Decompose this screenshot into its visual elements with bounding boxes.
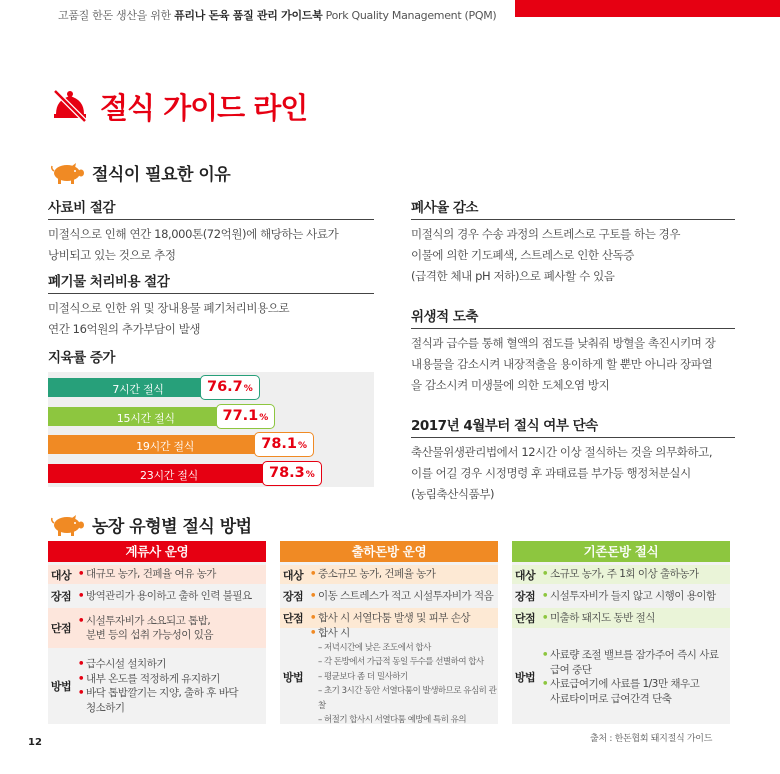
- method-column-shipping-pen: [280, 541, 498, 724]
- chart-category-label: 7시간 절식: [112, 383, 164, 396]
- row-target: [280, 565, 498, 584]
- row-key: 단점: [514, 612, 536, 625]
- row-value: • 시설투자비가 소요되고 톱밥, 분변 등의 섭취 가능성이 있음: [77, 614, 214, 641]
- carcass-yield-chart: [48, 372, 374, 487]
- row-value: • 시설투자비가 들지 않고 시행이 용이함: [541, 589, 716, 602]
- chart-title: 지육률 증가: [48, 350, 115, 366]
- reason-line: 이물에 의한 기도폐색, 스트레스로 인한 산독증: [411, 248, 635, 262]
- chart-category-label: 23시간 절식: [140, 468, 198, 482]
- reason-body: [48, 298, 374, 340]
- chart-bar: [48, 407, 269, 426]
- row-key: 장점: [50, 590, 72, 603]
- reason-line: 축산물위생관리법에서 12시간 이상 절식하는 것을 의무화하고,: [411, 445, 713, 459]
- row-value: • 사료량 조절 밸브를 잠가주어 즉시 사료 급여 중단 • 사료급여기에 사료를 1/3만 채우고 사료타이머로 급여간격 단축: [541, 649, 719, 705]
- row-key: 방법: [514, 671, 536, 684]
- section-title-text: 절식이 필요한 이유: [92, 165, 231, 185]
- row-key: 장점: [514, 590, 536, 603]
- section-title-text: 농장 유형별 절식 방법: [92, 517, 252, 537]
- reason-body: [411, 333, 735, 396]
- row-key: 방법: [50, 680, 72, 693]
- column-head: 계류사 운영: [48, 541, 266, 562]
- row-pros: [512, 586, 730, 606]
- method-column-existing-pen: [512, 541, 730, 724]
- section-title-methods: [50, 512, 252, 537]
- reason-block-feed-cost: [48, 196, 374, 266]
- reason-body: [411, 442, 735, 505]
- header-text: 고품질 한돈 생산을 위한 퓨리나 돈육 품질 관리 가이드북 Pork Quality Management (PQM): [58, 9, 497, 22]
- pig-icon: [50, 514, 84, 536]
- row-key: 장점: [282, 590, 304, 603]
- chart-bar: [48, 435, 308, 454]
- reason-line: 이를 어길 경우 시정명령 후 과태료를 부가등 행정처분실시: [411, 466, 691, 480]
- row-value: • 합사 시 서열다툼 발생 및 피부 손상: [309, 611, 471, 624]
- reason-line: 내용물을 감소시켜 내장적출을 용이하게 할 뿐만 아니라 장파열: [411, 357, 713, 371]
- no-food-icon: [50, 86, 90, 126]
- method-column-lairage: [48, 541, 266, 724]
- row-cons: [280, 608, 498, 628]
- row-target: [48, 565, 266, 584]
- reason-head: 위생적 도축: [411, 305, 735, 329]
- reason-line: 절식과 급수를 통해 혈액의 점도를 낮춰줘 방혈을 촉진시키며 장: [411, 336, 716, 350]
- reason-block-mortality: [411, 196, 735, 287]
- row-cons: [48, 608, 266, 648]
- reason-head: 사료비 절감: [48, 196, 374, 220]
- method-sub-item: – 각 돈방에서 가급적 동일 두수를 선별하여 합사: [318, 657, 484, 668]
- method-sub-item: – 저녁시간에 낮은 조도에서 합사: [318, 642, 431, 653]
- method-sub-item: – 허절기 합사시 서열다툼 예방에 특히 유의: [318, 715, 467, 726]
- row-pros: [48, 586, 266, 606]
- reason-line: 을 감소시켜 미생물에 의한 도체오염 방지: [411, 378, 610, 392]
- row-value: • 이동 스트레스가 적고 시설투자비가 적음: [309, 589, 494, 602]
- chart-value-label: 77.1 %: [216, 404, 276, 429]
- row-value: • 합사 시 – 저녁시간에 낮은 조도에서 합사 – 각 돈방에서 가급적 동일 두수를 선별하여 합사 – 평균보다 좀 더 밀사하기 – 초기 3시간 동안 서열다툼이 발생하므로 유심히 관찰 – 허절기 합사시 서열다툼 예방에 특히 유의: [306, 630, 498, 724]
- header-accent-bar: [515, 0, 780, 17]
- reason-block-regulation: [411, 414, 735, 505]
- pig-icon: [50, 162, 84, 184]
- row-value: • 중소규모 농가, 건페율 농가: [309, 568, 436, 580]
- row-target: [512, 565, 730, 584]
- page-header: [0, 0, 780, 24]
- chart-value-label: 78.1 %: [254, 432, 314, 457]
- reason-head: 2017년 4월부터 절식 여부 단속: [411, 414, 735, 438]
- reason-line: (농림축산식품부): [411, 487, 495, 501]
- page-title-text: 절식 가이드 라인: [100, 90, 308, 125]
- reason-line: (급격한 체내 pH 저하)으로 폐사할 수 있음: [411, 269, 615, 283]
- row-pros: [280, 586, 498, 606]
- reason-line: 미절식으로 인한 위 및 장내용물 폐기처리비용으로: [48, 301, 290, 315]
- reason-line: 낭비되고 있는 것으로 추정: [48, 248, 176, 262]
- reason-head: 폐기물 처리비용 절감: [48, 270, 374, 294]
- row-value: • 급수시설 설치하기 • 내부 온도를 적정하게 유지하기 • 바닥 톱밥깔기는 지양, 출하 후 바닥 청소하기: [77, 658, 239, 714]
- chart-bar: [48, 464, 315, 483]
- row-key: 단점: [282, 612, 304, 625]
- row-value: • 방역관리가 용이하고 출하 인력 불필요: [77, 589, 252, 602]
- chart-title-block: [48, 346, 374, 369]
- reason-body: [411, 224, 735, 287]
- row-method: [512, 630, 730, 724]
- row-value: • 대규모 농가, 건페율 여유 농가: [77, 568, 216, 580]
- row-key: 단점: [50, 622, 72, 635]
- row-key: 대상: [514, 568, 536, 582]
- column-head: 출하돈방 운영: [280, 541, 498, 562]
- reason-head: 폐사율 감소: [411, 196, 735, 220]
- section-title-reasons: [50, 160, 230, 185]
- reason-line: 미절식으로 인해 연간 18,000톤(72억원)에 해당하는 사료가: [48, 227, 339, 241]
- method-sub-item: – 평균보다 좀 더 밀사하기: [318, 671, 408, 682]
- reason-block-waste-cost: [48, 270, 374, 340]
- chart-category-label: 15시간 절식: [116, 411, 175, 425]
- chart-value-label: 76.7 %: [200, 375, 260, 400]
- chart-category-label: 19시간 절식: [136, 440, 195, 453]
- row-cons: [512, 608, 730, 628]
- column-head: 기존돈방 절식: [512, 541, 730, 562]
- row-key: 방법: [282, 671, 304, 684]
- page-title: [50, 86, 307, 126]
- source-note: 출처 : 한돈협회 돼지절식 가이드: [590, 734, 713, 744]
- row-method: [280, 627, 498, 726]
- row-value: • 미출하 돼지도 동반 절식: [541, 611, 655, 624]
- method-sub-item: – 초기 3시간 동안 서열다툼이 발생하므로 유심히 관찰: [318, 686, 497, 711]
- reason-line: 연간 16억원의 추가부담이 발생: [48, 322, 201, 336]
- row-method: [48, 650, 266, 722]
- reason-block-hygiene: [411, 305, 735, 396]
- row-value: • 소규모 농가, 주 1회 이상 출하농가: [541, 568, 699, 580]
- chart-value-label: 78.3 %: [262, 461, 322, 486]
- chart-bar: [48, 378, 253, 397]
- row-key: 대상: [282, 568, 304, 582]
- page-number: 12: [28, 737, 42, 748]
- reason-body: [48, 224, 374, 266]
- reason-line: 미절식의 경우 수송 과정의 스트레스로 구토를 하는 경우: [411, 227, 681, 241]
- row-key: 대상: [50, 568, 72, 582]
